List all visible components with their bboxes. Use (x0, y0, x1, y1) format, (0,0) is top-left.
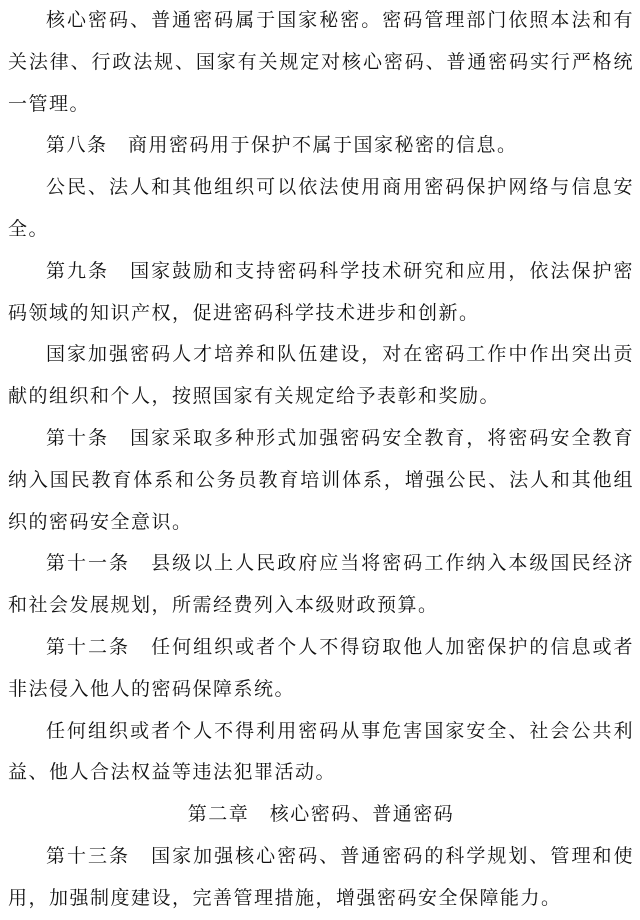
paragraph-illegal-activities: 任何组织或者个人不得利用密码从事危害国家安全、社会公共利益、他人合法权益等违法犯罪活动。 (8, 719, 634, 784)
paragraph-article-11: 第十一条 县级以上人民政府应当将密码工作纳入本级国民经济和社会发展规划，所需经费列入本级财政预算。 (8, 552, 634, 617)
paragraph-article-13: 第十三条 国家加强核心密码、普通密码的科学规划、管理和使用，加强制度建设，完善管理措施，增强密码安全保障能力。 (8, 844, 634, 909)
paragraph-talent-training: 国家加强密码人才培养和队伍建设，对在密码工作中作出突出贡献的组织和个人，按照国家有关规定给予表彰和奖励。 (8, 343, 634, 408)
paragraph-article-12: 第十二条 任何组织或者个人不得窃取他人加密保护的信息或者非法侵入他人的密码保障系统。 (8, 635, 634, 700)
chapter-heading: 第二章 核心密码、普通密码 (187, 803, 455, 826)
paragraph-article-10: 第十条 国家采取多种形式加强密码安全教育，将密码安全教育纳入国民教育体系和公务员教育培训体系，增强公民、法人和其他组织的密码安全意识。 (8, 426, 634, 533)
paragraph-core-passwords: 核心密码、普通密码属于国家秘密。密码管理部门依照本法和有关法律、行政法规、国家有关规定对核心密码、普通密码实行严格统一管理。 (8, 9, 634, 115)
paragraph-article-9: 第九条 国家鼓励和支持密码科学技术研究和应用，依法保护密码领域的知识产权，促进密码科学技术进步和创新。 (8, 259, 634, 324)
paragraph-citizens-use: 公民、法人和其他组织可以依法使用商用密码保护网络与信息安全。 (8, 176, 634, 240)
paragraph-article-8: 第八条 商用密码用于保护不属于国家秘密的信息。 (46, 134, 518, 157)
document-body (8, 0, 634, 920)
